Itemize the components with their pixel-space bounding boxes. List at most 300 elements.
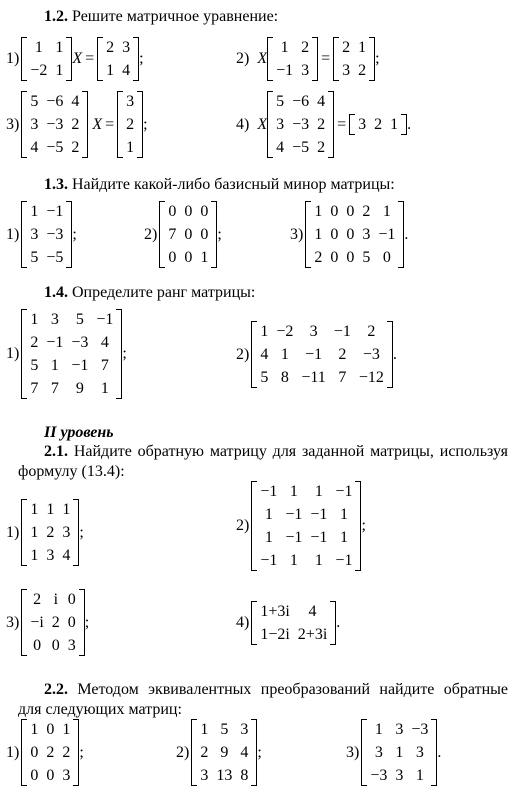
terminator: ; [122, 345, 127, 362]
matrix-cell: −5 [46, 249, 64, 266]
matrix [267, 90, 334, 159]
matrix-cell: 3 [309, 323, 318, 340]
matrix [191, 718, 257, 787]
section-number: 2.2. [44, 681, 68, 698]
problem-1-2-2 [236, 36, 380, 82]
matrix-cell: 1 [339, 529, 348, 546]
section-heading: Методом эквивалентных преобразований найдите обратные для следующих матриц: [18, 681, 509, 718]
problem-number: 1) [6, 743, 20, 761]
matrix-cell: 2 [317, 139, 326, 156]
problem-2-2-3 [346, 718, 441, 787]
matrix-cell: 1 [289, 483, 298, 500]
problem-number: 2) [236, 345, 250, 363]
problem-1-2-3 [6, 90, 148, 159]
section-heading: Решите матричное уравнение: [72, 8, 279, 25]
matrix-cell: 0 [330, 226, 339, 243]
matrix-cell: 9 [75, 380, 84, 397]
matrix-cell: −1 [333, 323, 351, 340]
matrix-cell: 1 [55, 39, 64, 56]
problem-number: 3) [290, 225, 304, 243]
matrix-row [26, 59, 67, 82]
matrix-cell: 3 [62, 524, 71, 541]
matrix-cell: 3 [67, 637, 76, 654]
matrix-cell: 2 [342, 39, 351, 56]
section-heading: Найдите какой-либо базисный минор матрицы: [72, 176, 395, 193]
matrix-row [26, 113, 83, 136]
terminator: . [437, 743, 442, 761]
matrix-cell: 1 [200, 721, 209, 738]
matrix-cell: 3 [276, 116, 285, 133]
terminator: ; [84, 613, 90, 631]
matrix-row [26, 36, 67, 59]
matrix-cell: −3 [362, 346, 380, 363]
matrix-cell: 1 [314, 552, 323, 569]
matrix-cell: 1 [34, 39, 43, 56]
problem-1-4-2 [236, 320, 397, 389]
matrix-row [122, 90, 138, 113]
matrix-cell: 3 [342, 62, 351, 79]
problem-number: 2) [236, 517, 250, 534]
matrix-row [272, 113, 329, 136]
matrix-row [26, 588, 79, 611]
terminator: . [404, 225, 409, 243]
matrix-cell: 1 [30, 547, 39, 564]
matrix-cell: 4 [308, 603, 317, 620]
matrix-cell: 4 [240, 744, 249, 761]
matrix-cell: −1 [46, 334, 64, 351]
matrix-cell: 13 [216, 767, 233, 784]
matrix [21, 90, 88, 159]
matrix-row [196, 718, 252, 741]
matrix-cell: −1 [285, 529, 303, 546]
terminator: ; [72, 225, 77, 243]
matrix-row [26, 718, 74, 741]
matrix-cell: −5 [46, 139, 64, 156]
matrix-row [366, 741, 432, 764]
problem-1-2-1 [6, 36, 144, 82]
matrix-row [26, 308, 117, 331]
matrix-cell: 2 [338, 346, 347, 363]
matrix-cell: 5 [30, 93, 39, 110]
matrix-cell: 7 [168, 226, 177, 243]
problem-number: 2) [144, 225, 158, 243]
section-1-3-title [44, 176, 395, 194]
matrix-cell: 5 [276, 93, 285, 110]
matrix-cell: −2 [30, 62, 48, 79]
variable-x: X [72, 50, 83, 67]
matrix-row [310, 223, 399, 246]
matrix-row [26, 200, 67, 223]
problem-1-4-1 [6, 308, 127, 400]
matrix-cell: −2 [276, 323, 294, 340]
matrix-cell: 4 [260, 346, 269, 363]
matrix-cell: 1 [30, 721, 39, 738]
matrix-cell: 0 [51, 637, 60, 654]
matrix-row [26, 764, 74, 787]
matrix-cell: 1 [264, 506, 273, 523]
section-number: 2.1. [44, 443, 68, 460]
matrix-cell: −1 [96, 311, 114, 328]
matrix-cell: 8 [280, 369, 289, 386]
matrix-cell: 1 [395, 744, 404, 761]
matrix-row [26, 246, 67, 269]
matrix [21, 200, 72, 269]
problem-number: 2) [236, 50, 250, 67]
matrix-cell: 0 [46, 767, 55, 784]
matrix-cell: 2 [314, 249, 323, 266]
matrix-row [272, 90, 329, 113]
matrix-cell: 1 [264, 529, 273, 546]
matrix-cell: 8 [240, 767, 249, 784]
matrix [251, 480, 361, 572]
matrix-cell: −11 [301, 369, 326, 386]
matrix-cell: 0 [200, 203, 209, 220]
matrix-cell: 4 [62, 547, 71, 564]
matrix-cell: 1 [30, 501, 39, 518]
section-number: 1.2. [44, 8, 68, 25]
section-1-2-title [44, 8, 278, 26]
matrix-cell: 1 [62, 501, 71, 518]
problem-number: 3) [6, 115, 20, 133]
matrix-cell: 1 [339, 506, 348, 523]
terminator: ; [361, 517, 366, 534]
terminator: ; [375, 50, 380, 67]
matrix-row [26, 544, 74, 567]
matrix-cell: 2 [126, 116, 135, 133]
matrix-cell: 3 [301, 62, 310, 79]
matrix-row [256, 480, 356, 503]
matrix-cell: 0 [346, 226, 355, 243]
matrix-cell: 3 [46, 547, 55, 564]
problem-2-2-1 [6, 718, 84, 787]
matrix-cell: −5 [292, 139, 310, 156]
problem-number: 3) [346, 743, 360, 761]
problem-number: 4) [236, 115, 250, 133]
matrix-row [26, 498, 74, 521]
matrix-cell: −1 [310, 506, 328, 523]
matrix-cell: 1 [30, 311, 39, 328]
matrix-cell: 1 [100, 380, 109, 397]
section-2-1-title [18, 442, 508, 482]
problem-number: 1) [6, 225, 20, 243]
matrix-cell: 0 [67, 591, 76, 608]
matrix-row [256, 320, 388, 343]
matrix-cell: −1 [378, 226, 396, 243]
matrix-cell: 1 [280, 346, 289, 363]
problem-1-3-1 [6, 200, 77, 269]
terminator: . [392, 345, 397, 363]
matrix-cell: 1 [374, 721, 383, 738]
matrix-row [256, 600, 331, 623]
matrix-row [26, 223, 67, 246]
matrix-cell: 5 [30, 249, 39, 266]
section-number: 1.4. [44, 284, 68, 301]
matrix-cell: 3 [126, 93, 135, 110]
matrix-row [122, 136, 138, 159]
matrix-row [366, 718, 432, 741]
matrix-cell: 0 [184, 226, 193, 243]
matrix-cell: 3 [415, 744, 424, 761]
matrix-cell: 1 [314, 203, 323, 220]
matrix-cell: 1 [260, 323, 269, 340]
matrix-cell: 1 [280, 39, 289, 56]
matrix-cell: 0 [46, 721, 55, 738]
matrix-cell: −1 [335, 483, 353, 500]
matrix-row [26, 136, 83, 159]
matrix-cell: 1 [50, 357, 59, 374]
matrix-cell: 0 [30, 744, 39, 761]
matrix-row [102, 59, 134, 82]
problem-number: 1) [6, 345, 20, 362]
matrix [21, 36, 72, 82]
matrix-cell: 2 [106, 39, 115, 56]
matrix-row [256, 366, 388, 389]
matrix-row [256, 623, 331, 646]
matrix-cell: 0 [382, 249, 391, 266]
matrix-cell: 2 [33, 591, 42, 608]
matrix-cell: 0 [330, 249, 339, 266]
problem-number: 1) [6, 523, 20, 541]
matrix-cell: 4 [100, 334, 109, 351]
matrix-cell: −6 [46, 93, 64, 110]
matrix-cell: 2 [71, 139, 80, 156]
matrix-row [26, 377, 117, 400]
matrix-cell: 3 [62, 767, 71, 784]
terminator: ; [257, 743, 262, 761]
problem-2-1-2 [236, 480, 366, 572]
matrix-row [102, 36, 134, 59]
matrix-cell: 2+3i [297, 626, 328, 643]
matrix-cell: −3 [71, 334, 89, 351]
matrix-cell: −3 [370, 767, 388, 784]
matrix [21, 588, 84, 657]
matrix-cell: 0 [184, 203, 193, 220]
matrix-row [256, 503, 356, 526]
matrix-cell: 4 [122, 62, 131, 79]
matrix-cell: 5 [30, 357, 39, 374]
matrix-cell: 1 [106, 62, 115, 79]
matrix-cell: 1 [30, 203, 39, 220]
terminator: ; [217, 225, 222, 243]
matrix-row [272, 36, 313, 59]
matrix [97, 36, 139, 82]
matrix-cell: 0 [330, 203, 339, 220]
matrix-cell: 5 [75, 311, 84, 328]
matrix-cell: 1 [314, 483, 323, 500]
matrix-cell: 3 [200, 767, 209, 784]
matrix-cell: 4 [30, 139, 39, 156]
matrix-cell: 3 [395, 767, 404, 784]
matrix-cell: 3 [240, 721, 249, 738]
matrix-cell: −3 [411, 721, 429, 738]
matrix-row [26, 521, 74, 544]
matrix-cell: 2 [30, 334, 39, 351]
matrix-cell: i [53, 591, 59, 608]
matrix-cell: 3 [362, 226, 371, 243]
matrix-row [196, 764, 252, 787]
matrix-cell: 5 [260, 369, 269, 386]
equals-sign: = [337, 115, 347, 133]
matrix [305, 200, 404, 269]
matrix-row [164, 200, 212, 223]
problem-1-2-4 [236, 90, 411, 159]
problem-number: 3) [6, 613, 20, 631]
matrix [21, 308, 122, 400]
matrix-cell: 2 [51, 614, 60, 631]
matrix-cell: 3 [374, 744, 383, 761]
matrix-row [122, 113, 138, 136]
problem-2-1-4 [236, 600, 340, 646]
matrix-row [26, 634, 79, 657]
matrix-cell: 2 [374, 116, 383, 133]
variable-x: X [257, 50, 268, 67]
matrix-cell: 4 [71, 93, 80, 110]
matrix-cell: 1 [126, 139, 135, 156]
problem-1-3-2 [144, 200, 222, 269]
matrix-cell: 1 [390, 116, 399, 133]
matrix-row [164, 246, 212, 269]
terminator: ; [79, 743, 84, 761]
matrix-cell: 9 [220, 744, 229, 761]
matrix [21, 498, 79, 567]
matrix [251, 320, 393, 389]
matrix-row [26, 741, 74, 764]
terminator: ; [79, 523, 84, 541]
variable-x: X [257, 115, 268, 133]
section-heading: Найдите обратную матрицу для заданной матрицы, используя формулу (13.4): [18, 443, 508, 480]
matrix-cell: −3 [292, 116, 310, 133]
matrix-cell: 1 [30, 524, 39, 541]
matrix-cell: 1 [382, 203, 391, 220]
matrix [159, 200, 217, 269]
equals-sign: = [85, 50, 95, 67]
problem-2-1-1 [6, 498, 84, 567]
matrix-cell: 7 [100, 357, 109, 374]
matrix-row [338, 59, 370, 82]
matrix-cell: 3 [30, 226, 39, 243]
matrix-cell: 3 [358, 116, 367, 133]
level-heading: II уровень [44, 424, 114, 441]
matrix [267, 36, 318, 82]
problem-2-2-2 [176, 718, 262, 787]
matrix-row [196, 741, 252, 764]
problem-number: 4) [236, 614, 250, 631]
terminator: . [336, 614, 341, 631]
matrix-cell: 1 [200, 249, 209, 266]
matrix-row [310, 200, 399, 223]
matrix [361, 718, 437, 787]
matrix-row [26, 331, 117, 354]
terminator: ; [139, 50, 144, 67]
matrix-cell: 2 [71, 116, 80, 133]
matrix-row [256, 526, 356, 549]
matrix-cell: 1 [289, 552, 298, 569]
terminator: . [407, 115, 412, 133]
matrix-cell: −3 [46, 116, 64, 133]
matrix-cell: −1 [276, 62, 294, 79]
matrix-cell: 4 [317, 93, 326, 110]
matrix-row [366, 764, 432, 787]
matrix-cell: −1 [285, 506, 303, 523]
matrix [251, 600, 336, 646]
matrix-cell: 2 [46, 524, 55, 541]
matrix-cell: 5 [362, 249, 371, 266]
variable-x: X [92, 115, 103, 133]
problem-2-1-3 [6, 588, 89, 657]
matrix-cell: 4 [276, 139, 285, 156]
matrix-cell: 3 [30, 116, 39, 133]
matrix-cell: −1 [260, 483, 278, 500]
matrix-row [256, 343, 388, 366]
section-heading: Определите ранг матрицы: [72, 284, 256, 301]
matrix-cell: 0 [67, 614, 76, 631]
matrix-cell: 0 [33, 637, 42, 654]
matrix-cell: 1 [415, 767, 424, 784]
section-1-4-title [44, 284, 255, 302]
matrix-cell: 2 [358, 62, 367, 79]
matrix-row [354, 113, 402, 136]
matrix-cell: 0 [346, 203, 355, 220]
matrix-row [26, 611, 79, 634]
problem-number: 1) [6, 50, 20, 67]
section-number: 1.3. [44, 176, 68, 193]
matrix-cell: 2 [317, 116, 326, 133]
matrix-cell: 2 [200, 744, 209, 761]
matrix [333, 36, 375, 82]
matrix-cell: 0 [168, 203, 177, 220]
matrix-cell: −6 [292, 93, 310, 110]
matrix-cell: 0 [184, 249, 193, 266]
matrix-cell: 7 [50, 380, 59, 397]
matrix-cell: 1 [358, 39, 367, 56]
matrix-cell: 3 [50, 311, 59, 328]
matrix-cell: 7 [30, 380, 39, 397]
matrix-cell: 1 [62, 721, 71, 738]
section-2-2-title [18, 680, 508, 720]
matrix-row [26, 90, 83, 113]
matrix-row [256, 549, 356, 572]
matrix-cell: 1 [46, 501, 55, 518]
matrix-cell: −1 [71, 357, 89, 374]
matrix-cell: 5 [220, 721, 229, 738]
matrix [349, 113, 407, 136]
matrix-cell: −i [30, 614, 44, 631]
matrix-row [272, 59, 313, 82]
matrix [21, 718, 79, 787]
matrix-cell: 0 [200, 226, 209, 243]
matrix-cell: 0 [30, 767, 39, 784]
matrix-cell: 1+3i [260, 603, 290, 620]
matrix [117, 90, 143, 159]
matrix-cell: 2 [362, 203, 371, 220]
matrix-cell: 1 [55, 62, 64, 79]
matrix-row [164, 223, 212, 246]
matrix-cell: −1 [310, 529, 328, 546]
matrix-cell: 0 [168, 249, 177, 266]
matrix-cell: −1 [46, 203, 64, 220]
matrix-cell: 1−2i [260, 626, 290, 643]
matrix-row [338, 36, 370, 59]
matrix-cell: −12 [358, 369, 384, 386]
matrix-row [272, 136, 329, 159]
matrix-cell: 1 [314, 226, 323, 243]
matrix-cell: −1 [335, 552, 353, 569]
matrix-cell: 2 [367, 323, 376, 340]
equals-sign: = [321, 50, 331, 67]
matrix-cell: 0 [346, 249, 355, 266]
matrix-cell: 3 [395, 721, 404, 738]
problem-number: 2) [176, 743, 190, 761]
